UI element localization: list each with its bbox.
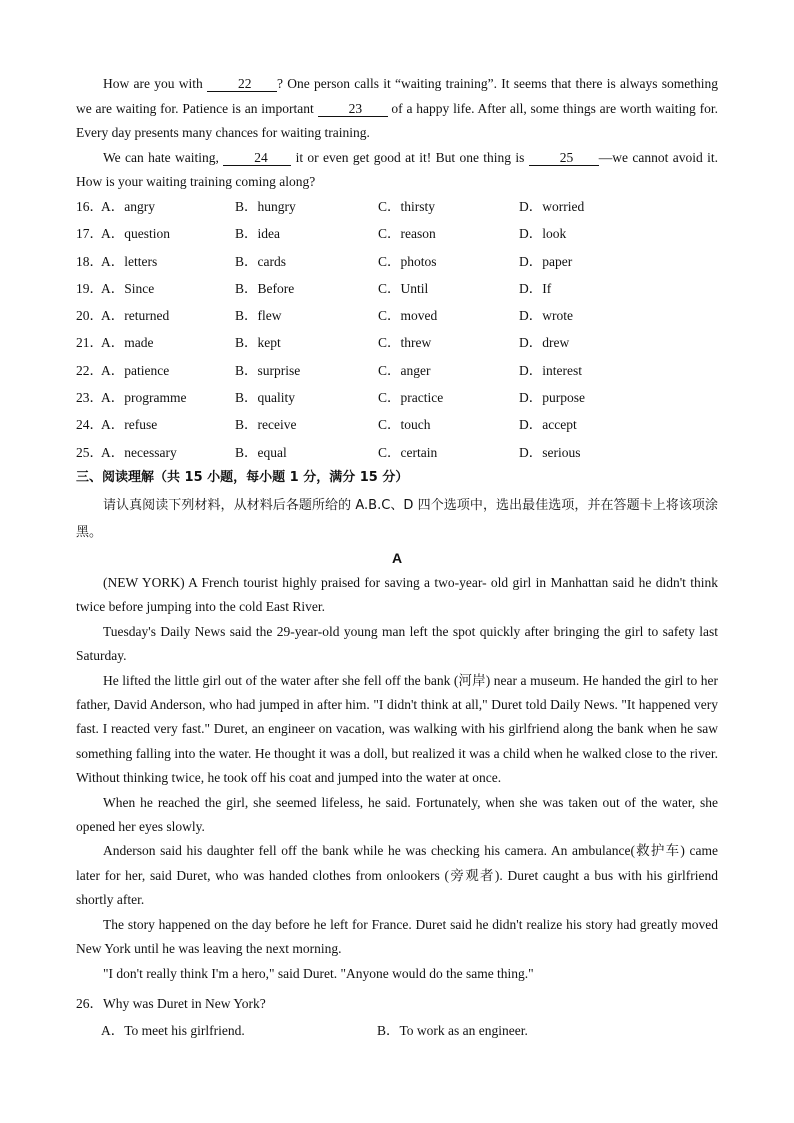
- option-a[interactable]: A．necessary: [101, 444, 177, 460]
- option-d[interactable]: D．accept: [519, 417, 577, 433]
- question-number: 19．: [76, 280, 103, 296]
- option-c[interactable]: C．photos: [378, 253, 437, 269]
- option-b[interactable]: B．receive: [235, 417, 297, 433]
- option-c[interactable]: C．touch: [378, 417, 431, 433]
- passage-paragraph: (NEW YORK) A French tourist highly praised for saving a two-year- old girl in Manhattan said he didn't think twice before jumping into the cold East River.: [76, 575, 718, 615]
- option-a[interactable]: A．question: [101, 226, 170, 242]
- option-row: [76, 384, 718, 411]
- option-d[interactable]: D．interest: [519, 362, 582, 378]
- passage-paragraph: Tuesday's Daily News said the 29-year-old young man left the spot quickly after bringing the girl to safety last Saturday.: [76, 623, 718, 664]
- option-c[interactable]: C．threw: [378, 335, 432, 351]
- option-c[interactable]: C．anger: [378, 362, 431, 378]
- cloze-text: ? One person calls it “waiting training”. It seems that there is always something we are waiting for. Patience is an important: [76, 76, 718, 116]
- option-c[interactable]: C．certain: [378, 444, 438, 460]
- option-a[interactable]: A．made: [101, 335, 154, 351]
- option-d[interactable]: D．If: [519, 280, 552, 296]
- passage-paragraph: Anderson said his daughter fell off the bank while he was checking his camera. An ambulance(救护车) came later for her, said Duret, who was handed clothes from onlookers (旁观者). Duret caught a bus with his girlfriend shortly after.: [76, 843, 718, 908]
- option-a[interactable]: A．Since: [101, 280, 155, 296]
- question-26-stem: 26．Why was Duret in New York?: [76, 996, 266, 1011]
- option-c[interactable]: C．thirsty: [378, 199, 436, 214]
- option-a[interactable]: A．patience: [101, 362, 170, 378]
- option-row: [76, 302, 718, 329]
- option-b[interactable]: B．surprise: [235, 362, 301, 378]
- question-26-option-b[interactable]: B．To work as an engineer.: [377, 1023, 528, 1038]
- question-number: 22．: [76, 362, 103, 378]
- option-row: [76, 248, 718, 275]
- option-a[interactable]: A．refuse: [101, 417, 158, 433]
- cloze-text: We can hate waiting,: [103, 149, 224, 165]
- option-row: [76, 193, 718, 220]
- option-b[interactable]: B．idea: [235, 226, 280, 242]
- cloze-paragraph-1: [76, 72, 718, 146]
- option-c[interactable]: C．practice: [378, 390, 444, 406]
- passage-a-body: [76, 571, 718, 986]
- option-b[interactable]: B．equal: [235, 444, 287, 460]
- option-row: [76, 439, 718, 466]
- cloze-text: it or even get good at it! But one thing is: [291, 149, 529, 165]
- passage-a-title: A: [391, 550, 403, 566]
- question-26-option-a[interactable]: A．To meet his girlfriend.: [101, 1023, 245, 1038]
- option-a[interactable]: A．programme: [101, 390, 187, 406]
- section-3-instruction: [76, 492, 718, 546]
- question-number: 16．: [76, 199, 103, 214]
- option-row: [76, 220, 718, 247]
- blank-22: 22: [207, 76, 277, 92]
- question-number: 25．: [76, 444, 103, 460]
- option-a[interactable]: A．returned: [101, 308, 170, 324]
- option-d[interactable]: D．look: [519, 226, 567, 242]
- option-c[interactable]: C．moved: [378, 308, 438, 324]
- cloze-paragraph-2: [76, 146, 718, 195]
- option-d[interactable]: D．paper: [519, 253, 573, 269]
- option-c[interactable]: C．reason: [378, 226, 436, 242]
- passage-paragraph: When he reached the girl, she seemed lifeless, he said. Fortunately, when she was taken out of the water, she opened her eyes slowly.: [76, 794, 718, 835]
- option-row: [76, 329, 718, 356]
- section-3-title: 三、阅读理解（共 15 小题，每小题 1 分，满分 15 分）: [76, 470, 409, 485]
- option-b[interactable]: B．cards: [235, 253, 286, 269]
- option-d[interactable]: D．drew: [519, 335, 570, 351]
- question-number: 17．: [76, 226, 103, 242]
- option-b[interactable]: B．kept: [235, 335, 281, 351]
- option-b[interactable]: B．Before: [235, 280, 295, 296]
- instruction-text: 请认真阅读下列材料，从材料后各题所给的 A.B.C、D 四个选项中，选出最佳选项，并在答题卡上将该项涂黑。: [76, 498, 718, 540]
- cloze-passage-end: [76, 72, 718, 195]
- option-b[interactable]: B．quality: [235, 390, 295, 406]
- option-a[interactable]: A．letters: [101, 253, 158, 269]
- option-d[interactable]: D．wrote: [519, 308, 573, 324]
- option-c[interactable]: C．Until: [378, 280, 429, 296]
- blank-24: 24: [223, 150, 291, 166]
- option-a[interactable]: A．angry: [101, 199, 155, 214]
- passage-paragraph: He lifted the little girl out of the water after she fell off the bank (河岸) near a museum. He handed the girl to her father, David Anderson, who had jumped in after him. "I didn't think at all," Duret told Daily News. "It happened very fast. I reacted very fast." Duret, an engineer on vacation, was walking with his girlfriend along the bank when he saw something falling into the water. He thought it was a doll, but realized it was a child when he walked close to the river. Without thinking twice, he took off his coat and jumped into the water at once.: [76, 672, 718, 786]
- option-d[interactable]: D．serious: [519, 444, 581, 460]
- question-number: 18．: [76, 253, 103, 269]
- cloze-text: of a happy life. After all, some things are worth waiting for. Every day presents many chances for waiting training.: [76, 100, 718, 140]
- question-number: 24．: [76, 417, 103, 433]
- option-row: [76, 411, 718, 438]
- option-row: [76, 275, 718, 302]
- option-b[interactable]: B．flew: [235, 308, 282, 324]
- option-row: [76, 357, 718, 384]
- blank-25: 25: [529, 150, 599, 166]
- passage-paragraph: The story happened on the day before he left for France. Duret said he didn't realize his story had greatly moved New York until he was leaving the next morning.: [76, 916, 718, 957]
- question-number: 23．: [76, 390, 103, 406]
- blank-23: 23: [318, 101, 388, 117]
- cloze-text: How are you with: [103, 76, 207, 91]
- option-d[interactable]: D．worried: [519, 199, 585, 214]
- passage-paragraph: "I don't really think I'm a hero," said Duret. "Anyone would do the same thing.": [103, 965, 534, 981]
- question-26-options: [76, 1019, 718, 1043]
- cloze-options-list: [76, 193, 718, 466]
- cloze-text: —we cannot avoid it. How is your waiting training coming along?: [76, 149, 718, 189]
- option-b[interactable]: B．hungry: [235, 199, 296, 214]
- question-number: 20．: [76, 308, 103, 324]
- question-number: 21．: [76, 335, 103, 351]
- option-d[interactable]: D．purpose: [519, 390, 585, 406]
